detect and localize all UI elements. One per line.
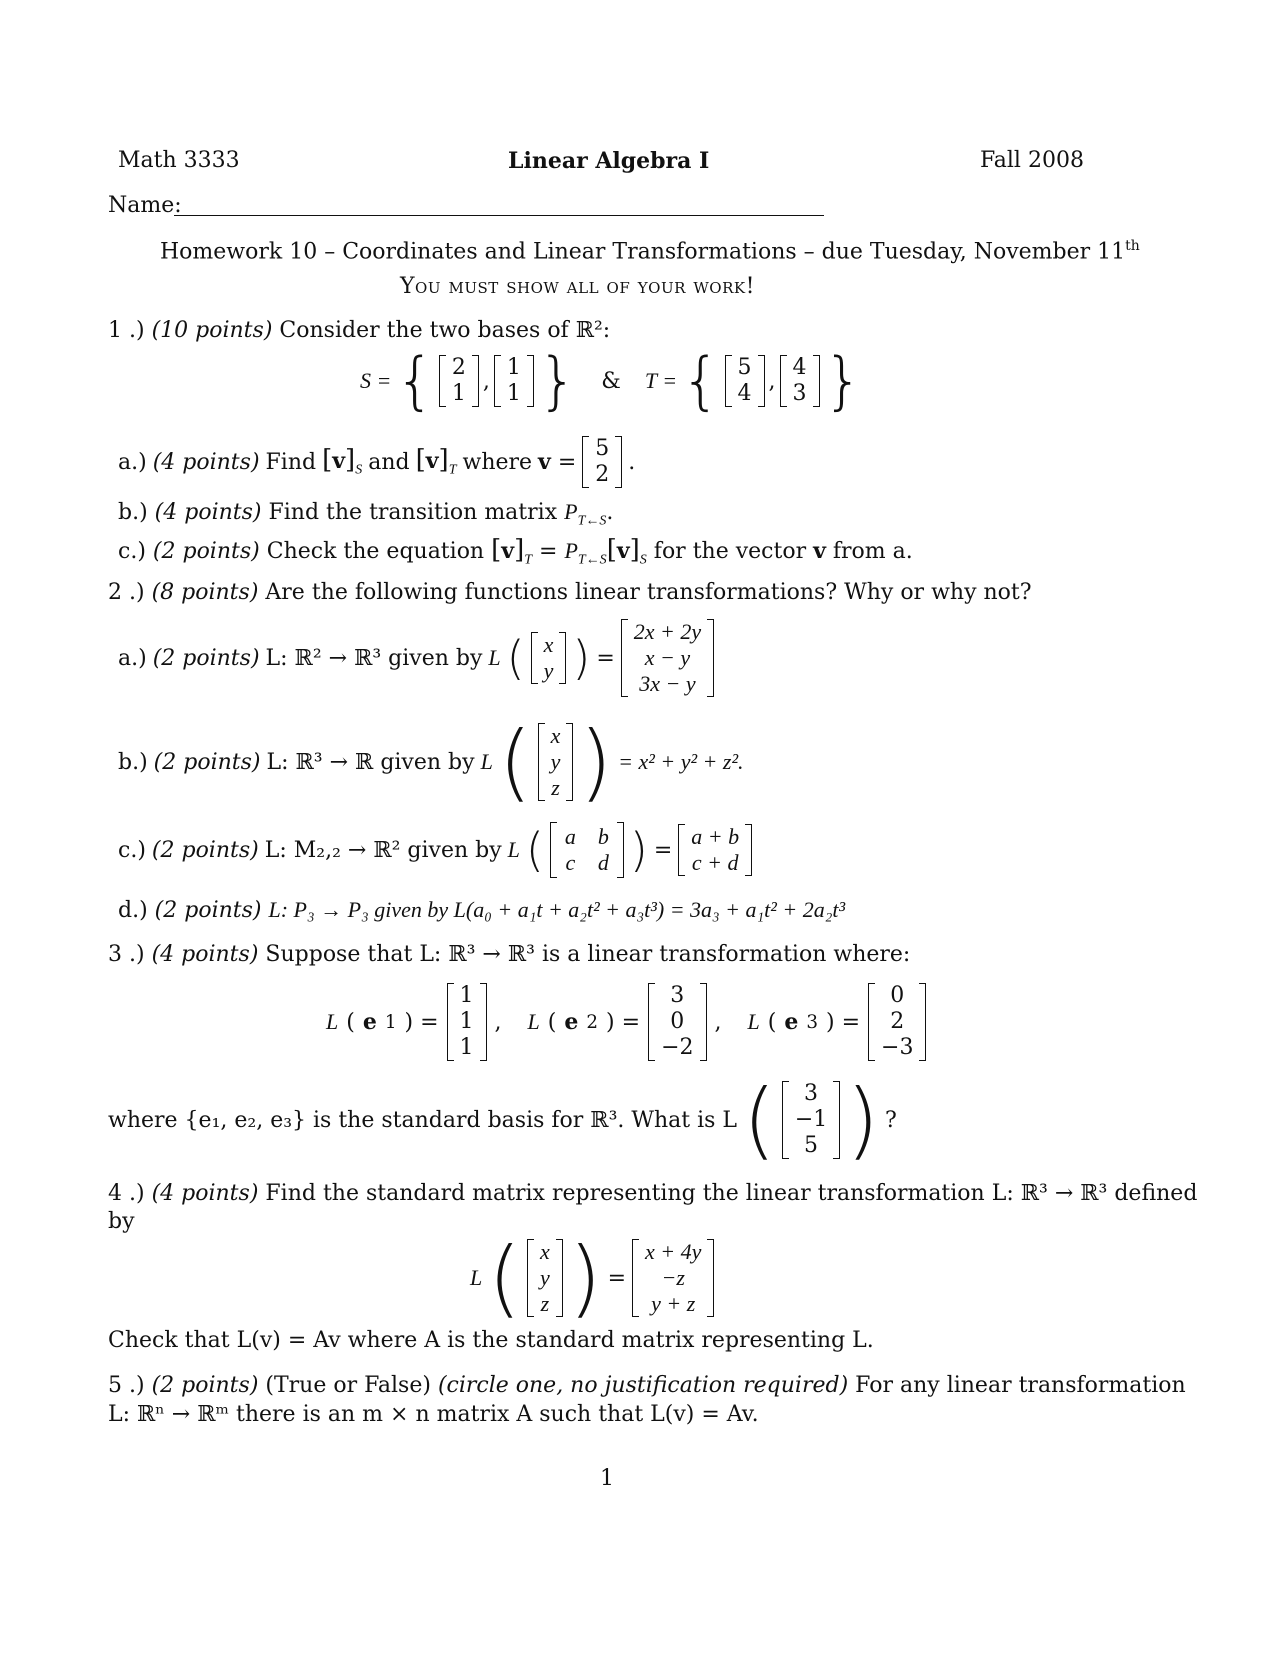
course-title: Linear Algebra I xyxy=(508,148,710,174)
problem-5-statement: L: ℝⁿ → ℝᵐ there is an m × n matrix A such that L(v) = Av. xyxy=(108,1402,759,1427)
s-vector-2: 1 1 xyxy=(494,355,534,407)
l-e3-vector: 0 2 −3 xyxy=(868,983,926,1061)
assignment-title-text: Homework 10 – Coordinates and Linear Transformations – due Tuesday, November 11 xyxy=(160,239,1126,265)
problem-2a: a.) (2 points) L: ℝ² → ℝ³ given by L ( x y ) = 2x + 2y x − y 3x − y xyxy=(118,614,714,702)
problem-4-heading: 4 .) (4 points) Find the standard matrix representing the linear transformation L: ℝ³ → ℝ³ defined xyxy=(108,1181,1198,1206)
l-e2-vector: 3 0 −2 xyxy=(648,983,706,1061)
open-brace: { xyxy=(395,344,435,417)
name-field-line[interactable] xyxy=(174,215,824,216)
problem-points: (10 points) xyxy=(151,318,273,343)
assignment-title xyxy=(160,238,1140,264)
problem-3-images: L ( e 1 ) = 1 1 1 , L ( e 2 ) = 3 0 −2 , L ( e 3 ) = 0 2 −3 xyxy=(326,978,926,1066)
problem-number: 1 .) xyxy=(108,318,145,343)
problem-4-check: Check that L(v) = Av where A is the standard matrix representing L. xyxy=(108,1328,874,1353)
problem-1b: b.) (4 points) Find the transition matrix $P_{T\leftarrow S}$. xyxy=(118,499,614,529)
notice: You must show all of your work! xyxy=(400,274,755,299)
l-e1-vector: 1 1 1 xyxy=(447,983,487,1061)
bases-equation: S = { 2 1 , 1 1 } & T = { 5 4 , 4 3 } xyxy=(360,344,863,417)
problem-1-heading xyxy=(108,318,610,343)
input-vector: x y z xyxy=(538,723,574,801)
problem-2b: b.) (2 points) L: ℝ³ → ℝ given by L ( x y z ) = x² + y² + z². xyxy=(118,713,744,811)
problem-4-by: by xyxy=(108,1209,135,1234)
basis-s-label: S = xyxy=(360,368,392,393)
vector-v: 5 2 xyxy=(582,436,622,488)
problem-3-question: where {e₁, e₂, e₃} is the standard basis for ℝ³. What is L ( 3 −1 5 ) ? xyxy=(108,1071,897,1169)
close-brace: } xyxy=(537,344,578,417)
problem-2-heading: 2 .) (8 points) Are the following functions linear transformations? Why or why not? xyxy=(108,580,1032,605)
input-matrix: a b c d xyxy=(550,822,624,878)
assignment-title-sup: th xyxy=(1125,238,1140,254)
ampersand: & xyxy=(601,368,621,394)
problem-4-equation: L ( x y z ) = x + 4y −z y + z xyxy=(470,1234,714,1322)
problem-2c: c.) (2 points) L: M₂,₂ → ℝ² given by L ( a b c d ) = a + b c + d xyxy=(118,818,752,882)
output-vector: a + b c + d xyxy=(678,824,752,876)
problem-3-heading: 3 .) (4 points) Suppose that L: ℝ³ → ℝ³ is a linear transformation where: xyxy=(108,942,911,967)
input-vector: x y z xyxy=(527,1239,563,1317)
course-code: Math 3333 xyxy=(118,148,240,173)
problem-2d: d.) (2 points) L: P₃ → P₃ given by L(a₀ + a₁t + a₂t² + a₃t³) = 3a₃ + a₁t² + 2a₂t³ xyxy=(118,897,846,923)
basis-t-label: T = xyxy=(644,368,678,393)
output-vector: 2x + 2y x − y 3x − y xyxy=(621,619,714,697)
problem-1a: a.) (4 points) Find $[v]_S$ and $[v]_T$ where v = 5 2 . xyxy=(118,436,636,487)
true-false-choice[interactable]: (True or False) xyxy=(265,1373,431,1398)
page-number: 1 xyxy=(600,1466,614,1491)
input-vector: x y xyxy=(531,632,567,684)
problem-5-heading: 5 .) (2 points) (True or False) (circle one, no justification required) For any linear transformation xyxy=(108,1373,1186,1398)
problem-text: Consider the two bases of ℝ²: xyxy=(279,318,611,343)
output-vector: x + 4y −z y + z xyxy=(632,1239,714,1317)
t-vector-2: 4 3 xyxy=(780,355,820,407)
query-vector: 3 −1 5 xyxy=(782,1081,840,1159)
s-vector-1: 2 1 xyxy=(439,355,479,407)
term: Fall 2008 xyxy=(980,148,1084,173)
t-vector-1: 5 4 xyxy=(725,355,765,407)
problem-1c: c.) (2 points) Check the equation $[v]_T = P_{T\leftarrow S}[v]_S$ for the vector v from a. xyxy=(118,535,913,568)
name-label: Name: xyxy=(108,193,182,218)
